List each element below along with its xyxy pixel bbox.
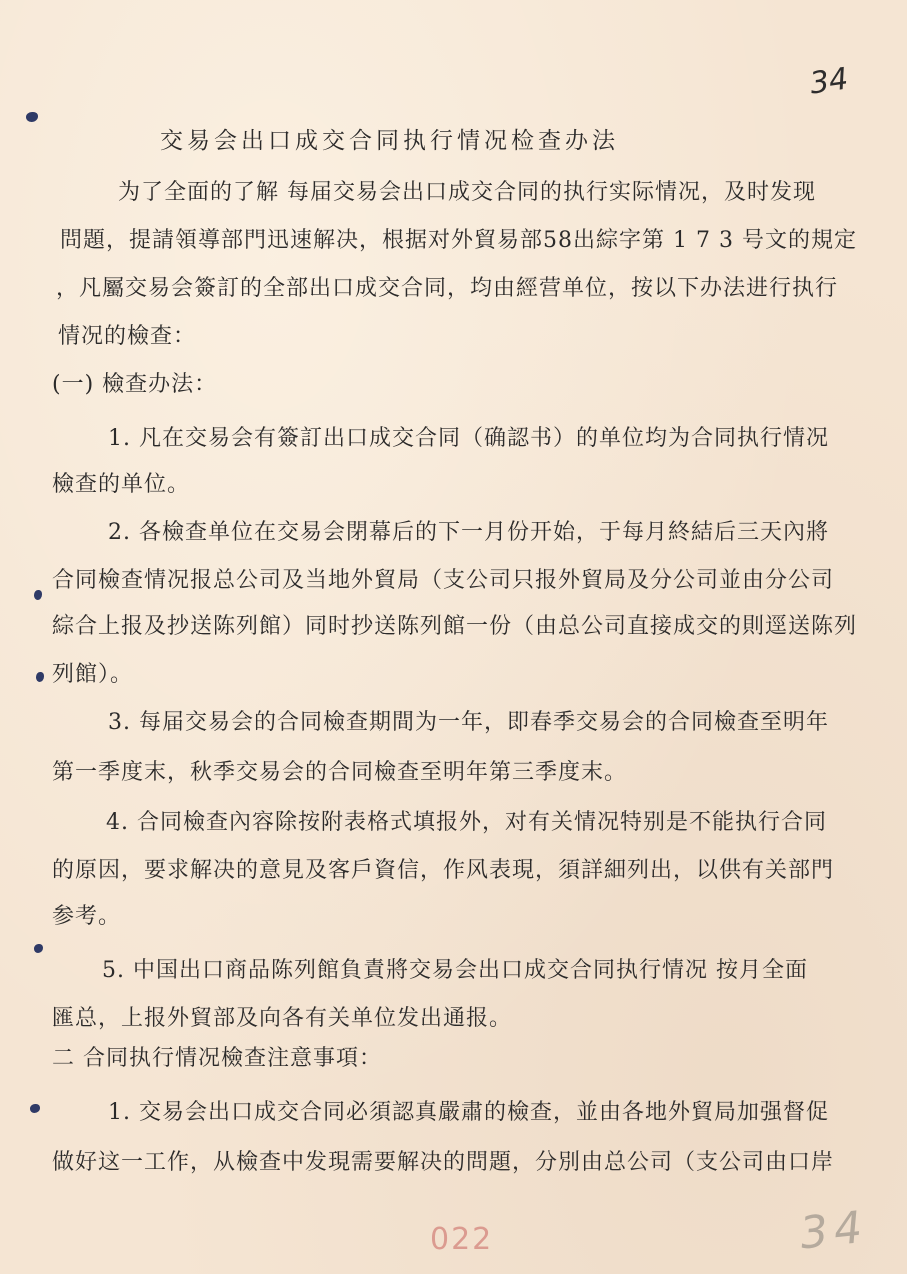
paragraph-line: 做好这一工作，从檢查中发現需要解决的問題，分別由总公司（支公司由口岸 xyxy=(52,1150,835,1175)
section-heading: (一) 檢查办法： xyxy=(52,372,218,397)
paragraph-line: 問題，提請領導部門迅速解决，根据对外貿易部58出綜字第 1 7 3 号文的規定 xyxy=(60,228,857,253)
paragraph-line: 3. 每届交易会的合同檢查期間为一年，即春季交易会的合同檢查至明年 xyxy=(108,710,829,735)
ink-mark xyxy=(26,112,38,122)
paragraph-line: 列館）。 xyxy=(52,662,134,687)
paragraph-line: 第一季度末，秋季交易会的合同檢查至明年第三季度末。 xyxy=(52,760,628,785)
stamp: 022 xyxy=(430,1222,494,1257)
paragraph-line: 的原因，要求解决的意見及客戶資信，作风表現，須詳細列出，以供有关部門 xyxy=(52,858,835,883)
paragraph-line: 1. 凡在交易会有簽訂出口成交合同（确認书）的单位均为合同执行情况 xyxy=(108,426,829,451)
paragraph-line: 合同檢查情况报总公司及当地外貿局（支公司只报外貿局及分公司並由分公司 xyxy=(52,568,835,593)
ink-mark xyxy=(30,1104,40,1113)
paragraph-line: 为了全面的了解 每届交易会出口成交合同的执行实际情况，及时发现 xyxy=(118,180,816,205)
paragraph-line: 5. 中国出口商品陈列館負責將交易会出口成交合同执行情况 按月全面 xyxy=(102,958,808,983)
paragraph-line: 2. 各檢查单位在交易会閉幕后的下一月份开始，于每月終結后三天內將 xyxy=(108,520,829,545)
page-number-bottom: 34 xyxy=(797,1201,871,1260)
paragraph-line: 檢查的单位。 xyxy=(52,472,191,497)
paragraph-line: 4. 合同檢查內容除按附表格式填报外，对有关情况特别是不能执行合同 xyxy=(106,810,827,835)
paragraph-line: 1. 交易会出口成交合同必須認真嚴肅的檢查，並由各地外貿局加强督促 xyxy=(108,1100,829,1125)
paragraph-line: 綜合上报及抄送陈列館）同时抄送陈列館一份（由总公司直接成交的則逕送陈列 xyxy=(52,614,858,639)
ink-mark xyxy=(36,672,44,682)
document-title: 交易会出口成交合同执行情况检查办法 xyxy=(160,128,619,154)
paragraph-line: 匯总，上报外貿部及向各有关单位发出通报。 xyxy=(52,1006,513,1031)
paragraph-line: ，凡屬交易会簽訂的全部出口成交合同，均由經营单位，按以下办法进行执行 xyxy=(56,276,839,301)
paragraph-line: 参考。 xyxy=(52,904,122,929)
page-number: 34 xyxy=(807,61,851,102)
section-heading: 二 合同执行情况檢查注意事項： xyxy=(52,1046,382,1071)
ink-mark xyxy=(34,590,42,600)
ink-mark xyxy=(34,944,43,953)
paragraph-line: 情况的檢查： xyxy=(58,324,197,349)
